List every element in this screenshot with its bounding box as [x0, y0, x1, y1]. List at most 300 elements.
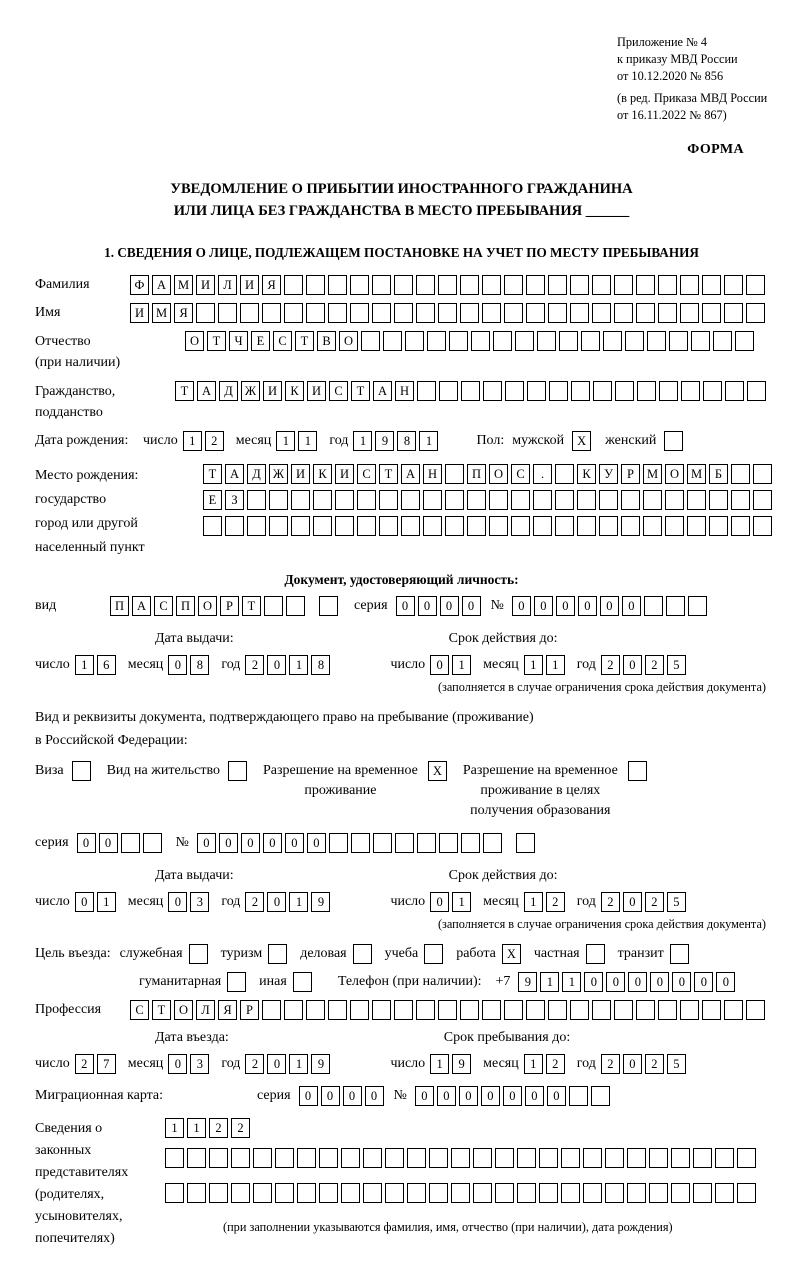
char-cell	[713, 331, 732, 351]
cell-group	[75, 892, 116, 912]
section1-heading: 1. СВЕДЕНИЯ О ЛИЦЕ, ПОДЛЕЖАЩЕМ ПОСТАНОВКЕ НА УЧЕТ ПО МЕСТУ ПРЕБЫВАНИЯ	[104, 244, 699, 260]
residence-doc-date-headings	[35, 868, 768, 884]
char-cell: 0	[168, 892, 187, 912]
char-cell	[746, 1000, 765, 1020]
char-cell	[511, 516, 530, 536]
char-cell	[329, 833, 348, 853]
char-cell	[284, 303, 303, 323]
char-cell	[209, 1183, 228, 1203]
char-cell: 0	[623, 1054, 642, 1074]
char-cell	[225, 516, 244, 536]
entry-dates-row	[35, 1054, 768, 1074]
entry-date-headings	[35, 1030, 768, 1046]
patronymic-label-line2: (при наличии)	[35, 354, 121, 370]
char-cell: П	[467, 464, 486, 484]
char-cell	[627, 1148, 646, 1168]
temp-residence-label-line1: Разрешение на временное	[262, 762, 418, 778]
char-cell: 0	[267, 1054, 286, 1074]
purpose-options-extra	[130, 972, 312, 992]
char-cell: 0	[459, 1086, 478, 1106]
month-label: месяц	[127, 893, 164, 909]
char-cell: 9	[375, 431, 394, 451]
cell-group	[168, 1054, 209, 1074]
char-cell	[625, 331, 644, 351]
char-cell: 0	[77, 833, 96, 853]
char-cell: М	[687, 464, 706, 484]
char-cell	[227, 972, 246, 992]
cell-group	[165, 1183, 756, 1203]
char-cell	[537, 331, 556, 351]
char-cell: 7	[97, 1054, 116, 1074]
char-cell	[664, 431, 683, 451]
char-cell	[473, 1148, 492, 1168]
char-cell: 0	[321, 1086, 340, 1106]
char-cell: 2	[601, 655, 620, 675]
char-cell	[658, 303, 677, 323]
char-cell	[555, 490, 574, 510]
migration-card-number-cells	[415, 1086, 610, 1106]
representatives-label-line5: усыновителях,	[35, 1208, 123, 1224]
char-cell	[423, 490, 442, 510]
char-cell: Б	[709, 464, 728, 484]
char-cell: 1	[289, 892, 308, 912]
char-cell	[231, 1183, 250, 1203]
char-cell	[372, 303, 391, 323]
char-cell: 2	[245, 892, 264, 912]
cell-group	[183, 431, 224, 451]
char-cell	[671, 1183, 690, 1203]
char-cell	[570, 1000, 589, 1020]
char-cell	[417, 833, 436, 853]
char-cell	[665, 490, 684, 510]
char-cell: И	[335, 464, 354, 484]
char-cell	[451, 1183, 470, 1203]
char-cell	[445, 490, 464, 510]
char-cell	[439, 833, 458, 853]
option-label: учеба	[384, 945, 419, 961]
char-cell: 0	[219, 833, 238, 853]
temp-residence-education-label-line3: получения образования	[470, 802, 611, 818]
char-cell	[643, 490, 662, 510]
residence-permit-option	[107, 761, 247, 786]
year-label: год	[329, 432, 349, 448]
char-cell: 3	[190, 1054, 209, 1074]
day-label: число	[143, 432, 178, 448]
char-cell: 0	[263, 833, 282, 853]
visa-checkbox	[72, 761, 91, 786]
char-cell	[628, 761, 647, 781]
char-cell: 2	[245, 655, 264, 675]
char-cell	[702, 303, 721, 323]
cell-group	[524, 655, 565, 675]
char-cell	[482, 275, 501, 295]
cell-group	[430, 1054, 471, 1074]
birthplace-label-line2: государство	[35, 491, 107, 507]
char-cell: П	[176, 596, 195, 616]
doc-issue-date-cells	[35, 655, 330, 675]
temp-residence-education-label-line1: Разрешение на временное	[462, 762, 618, 778]
char-cell	[643, 516, 662, 536]
char-cell: 0	[512, 596, 531, 616]
char-cell	[264, 596, 283, 616]
doc-dates-row	[35, 655, 768, 675]
char-cell	[731, 464, 750, 484]
char-cell: 0	[481, 1086, 500, 1106]
char-cell: 0	[503, 1086, 522, 1106]
char-cell	[335, 490, 354, 510]
temp-residence-option	[263, 761, 447, 801]
char-cell: 9	[518, 972, 537, 992]
char-cell	[423, 516, 442, 536]
char-cell: 2	[231, 1118, 250, 1138]
char-cell	[407, 1148, 426, 1168]
char-cell: Я	[262, 275, 281, 295]
cell-group	[428, 761, 447, 781]
birthplace-block	[35, 464, 768, 560]
char-cell: М	[152, 303, 171, 323]
char-cell	[383, 331, 402, 351]
forma-label: ФОРМА	[687, 142, 744, 158]
char-cell: Р	[240, 1000, 259, 1020]
char-cell: У	[599, 464, 618, 484]
char-cell: 8	[311, 655, 330, 675]
doc-series-label: серия	[354, 597, 388, 613]
char-cell	[669, 331, 688, 351]
char-cell: 3	[190, 892, 209, 912]
residence-doc-series-label: серия	[35, 834, 69, 850]
char-cell: 9	[452, 1054, 471, 1074]
char-cell	[687, 516, 706, 536]
char-cell: 2	[245, 1054, 264, 1074]
char-cell: 0	[578, 596, 597, 616]
char-cell	[209, 1148, 228, 1168]
option-label: работа	[456, 945, 496, 961]
representatives-cells	[165, 1118, 756, 1235]
option-checkbox	[353, 944, 372, 964]
cell-group	[75, 655, 116, 675]
char-cell	[592, 303, 611, 323]
residence-doc-series-cells	[77, 833, 162, 853]
phone-label: Телефон (при наличии):	[337, 973, 482, 989]
char-cell	[460, 1000, 479, 1020]
char-cell	[417, 381, 436, 401]
month-label: месяц	[483, 893, 519, 909]
char-cell: 1	[289, 655, 308, 675]
char-cell: X	[428, 761, 447, 781]
visa-label: Виза	[35, 762, 64, 778]
char-cell: А	[225, 464, 244, 484]
profession-label: Профессия	[35, 1001, 102, 1017]
cell-group	[430, 892, 471, 912]
char-cell: 0	[430, 892, 449, 912]
char-cell: 0	[343, 1086, 362, 1106]
char-cell	[341, 1183, 360, 1203]
birthplace-cells	[203, 464, 772, 547]
citizenship-label-line2: подданство	[35, 404, 103, 420]
temp-residence-label	[263, 761, 418, 801]
char-cell	[350, 275, 369, 295]
char-cell	[715, 1183, 734, 1203]
char-cell: И	[307, 381, 326, 401]
char-cell: 0	[75, 892, 94, 912]
purpose-options	[111, 944, 689, 964]
char-cell: 0	[628, 972, 647, 992]
char-cell	[269, 490, 288, 510]
char-cell	[297, 1148, 316, 1168]
char-cell	[680, 275, 699, 295]
residence-doc-limitation-note: (заполняется в случае ограничения срока действия документа)	[437, 916, 766, 931]
doc-series-cells	[396, 596, 481, 616]
birthplace-label-line1: Место рождения:	[35, 467, 139, 483]
residence-doc-valid-date-cells	[390, 892, 685, 912]
char-cell: 0	[534, 596, 553, 616]
char-cell	[724, 303, 743, 323]
name-cells	[130, 303, 765, 323]
char-cell: И	[240, 275, 259, 295]
temp-residence-checkbox	[428, 761, 447, 781]
char-cell: X	[572, 431, 591, 451]
char-cell	[350, 1000, 369, 1020]
char-cell	[659, 381, 678, 401]
char-cell	[379, 490, 398, 510]
temp-residence-education-label	[463, 761, 618, 821]
char-cell	[504, 1000, 523, 1020]
char-cell	[372, 275, 391, 295]
char-cell: 5	[667, 1054, 686, 1074]
char-cell: С	[130, 1000, 149, 1020]
char-cell	[555, 464, 574, 484]
profession-row	[35, 1000, 768, 1020]
char-cell	[228, 761, 247, 781]
phone-prefix: +7	[495, 973, 511, 989]
char-cell	[275, 1148, 294, 1168]
char-cell	[275, 1183, 294, 1203]
form-title-line2-text: ИЛИ ЛИЦА БЕЗ ГРАЖДАНСТВА В МЕСТО ПРЕБЫВАНИЯ	[173, 203, 583, 220]
char-cell	[548, 1000, 567, 1020]
doc-kind-cells	[110, 596, 305, 616]
char-cell: С	[357, 464, 376, 484]
char-cell	[735, 331, 754, 351]
char-cell	[577, 516, 596, 536]
temp-residence-education-option	[463, 761, 647, 821]
char-cell	[429, 1183, 448, 1203]
char-cell: 0	[437, 1086, 456, 1106]
char-cell	[291, 516, 310, 536]
char-cell: И	[196, 275, 215, 295]
cell-group	[353, 431, 438, 451]
char-cell: Л	[196, 1000, 215, 1020]
year-label: год	[221, 1055, 241, 1071]
char-cell: Я	[174, 303, 193, 323]
char-cell: .	[533, 464, 552, 484]
char-cell	[571, 381, 590, 401]
cell-group	[130, 303, 765, 323]
phone-cells	[518, 972, 735, 992]
char-cell	[605, 1183, 624, 1203]
year-label: год	[576, 893, 596, 909]
char-cell: О	[174, 1000, 193, 1020]
month-label: месяц	[483, 1055, 519, 1071]
char-cell: 1	[546, 655, 565, 675]
doc-kind-row	[35, 596, 768, 621]
surname-cells	[130, 275, 765, 295]
char-cell	[461, 381, 480, 401]
char-cell	[539, 1148, 558, 1168]
surname-label: Фамилия	[35, 276, 90, 292]
residence-doc-series-row	[35, 833, 768, 858]
char-cell	[526, 275, 545, 295]
birthdate-label: Дата рождения:	[35, 432, 129, 448]
char-cell	[361, 331, 380, 351]
cell-group	[245, 1054, 330, 1074]
char-cell	[637, 381, 656, 401]
char-cell	[405, 331, 424, 351]
representatives-label-line2: законных	[35, 1142, 92, 1158]
char-cell	[724, 1000, 743, 1020]
char-cell	[451, 1148, 470, 1168]
char-cell	[483, 833, 502, 853]
cell-group	[319, 596, 338, 616]
residence-permit-label: Вид на жительство	[106, 762, 220, 778]
char-cell: Е	[203, 490, 222, 510]
birthdate-cells	[143, 431, 438, 451]
char-cell	[603, 331, 622, 351]
char-cell	[231, 1148, 250, 1168]
char-cell	[438, 275, 457, 295]
birthplace-labels	[35, 464, 203, 560]
char-cell: О	[665, 464, 684, 484]
year-label: год	[576, 1055, 596, 1071]
char-cell: 0	[168, 1054, 187, 1074]
char-cell	[592, 1000, 611, 1020]
cell-group	[203, 516, 772, 536]
form-title-line2	[35, 200, 768, 222]
char-cell	[658, 275, 677, 295]
char-cell	[548, 275, 567, 295]
doc-valid-date-cells	[390, 655, 685, 675]
residence-doc-number-label: №	[175, 834, 189, 850]
sex-male-label: мужской	[512, 432, 565, 448]
char-cell	[614, 1000, 633, 1020]
char-cell	[328, 1000, 347, 1020]
char-cell	[724, 275, 743, 295]
char-cell	[591, 1086, 610, 1106]
char-cell: А	[197, 381, 216, 401]
sex-male-checkbox	[572, 431, 591, 451]
char-cell: 0	[418, 596, 437, 616]
residence-doc-dates-row	[35, 892, 768, 912]
migration-card-number-label: №	[393, 1087, 407, 1103]
residence-doc-number-cells	[197, 833, 502, 853]
char-cell	[286, 596, 305, 616]
char-cell: 1	[419, 431, 438, 451]
representatives-label-line1: Сведения о	[35, 1120, 103, 1136]
char-cell	[666, 596, 685, 616]
char-cell: С	[154, 596, 173, 616]
char-cell	[709, 490, 728, 510]
char-cell	[143, 833, 162, 853]
char-cell: С	[511, 464, 530, 484]
char-cell	[357, 516, 376, 536]
char-cell	[489, 490, 508, 510]
cell-group	[245, 655, 330, 675]
char-cell	[746, 275, 765, 295]
patronymic-label-line1: Отчество	[35, 333, 91, 349]
cell-group	[175, 381, 766, 401]
char-cell	[539, 1183, 558, 1203]
char-cell: 5	[667, 655, 686, 675]
cell-group	[130, 275, 765, 295]
temp-residence-label-line2: проживание	[304, 782, 377, 798]
char-cell: 2	[209, 1118, 228, 1138]
char-cell	[681, 381, 700, 401]
char-cell	[284, 1000, 303, 1020]
representatives-block	[35, 1118, 768, 1250]
month-label: месяц	[483, 656, 519, 672]
char-cell	[467, 490, 486, 510]
char-cell	[691, 331, 710, 351]
representatives-cells-row2	[165, 1148, 756, 1173]
char-cell	[427, 331, 446, 351]
char-cell: 1	[452, 892, 471, 912]
char-cell	[559, 331, 578, 351]
char-cell: 1	[97, 892, 116, 912]
char-cell	[670, 944, 689, 964]
char-cell: 1	[183, 431, 202, 451]
name-row	[35, 303, 768, 323]
patronymic-label	[35, 331, 185, 373]
residence-doc-issue-date-cells	[35, 892, 330, 912]
char-cell: Д	[219, 381, 238, 401]
cell-group	[228, 761, 247, 781]
char-cell	[586, 944, 605, 964]
char-cell	[407, 1183, 426, 1203]
char-cell: 1	[187, 1118, 206, 1138]
cell-group	[518, 972, 735, 992]
char-cell: 2	[75, 1054, 94, 1074]
cell-group	[524, 892, 565, 912]
char-cell: 2	[601, 1054, 620, 1074]
option-checkbox	[424, 944, 443, 964]
char-cell	[747, 381, 766, 401]
char-cell	[394, 303, 413, 323]
char-cell: X	[502, 944, 521, 964]
char-cell: 0	[547, 1086, 566, 1106]
char-cell: 0	[606, 972, 625, 992]
char-cell: Е	[251, 331, 270, 351]
cell-group	[516, 833, 535, 853]
char-cell: 1	[524, 1054, 543, 1074]
annex-line: (в ред. Приказа МВД России	[617, 90, 768, 105]
char-cell	[357, 490, 376, 510]
visa-option	[35, 761, 91, 786]
char-cell	[621, 516, 640, 536]
char-cell	[493, 331, 512, 351]
cell-group	[245, 892, 330, 912]
month-label: месяц	[235, 432, 272, 448]
char-cell	[401, 490, 420, 510]
char-cell	[416, 303, 435, 323]
char-cell	[306, 275, 325, 295]
temp-residence-education-label-line2: проживание в целях	[480, 782, 601, 798]
char-cell: 0	[622, 596, 641, 616]
char-cell	[737, 1148, 756, 1168]
char-cell	[561, 1148, 580, 1168]
char-cell	[297, 1183, 316, 1203]
day-label: число	[35, 1055, 70, 1071]
char-cell	[394, 1000, 413, 1020]
purpose-label: Цель въезда:	[35, 945, 111, 961]
